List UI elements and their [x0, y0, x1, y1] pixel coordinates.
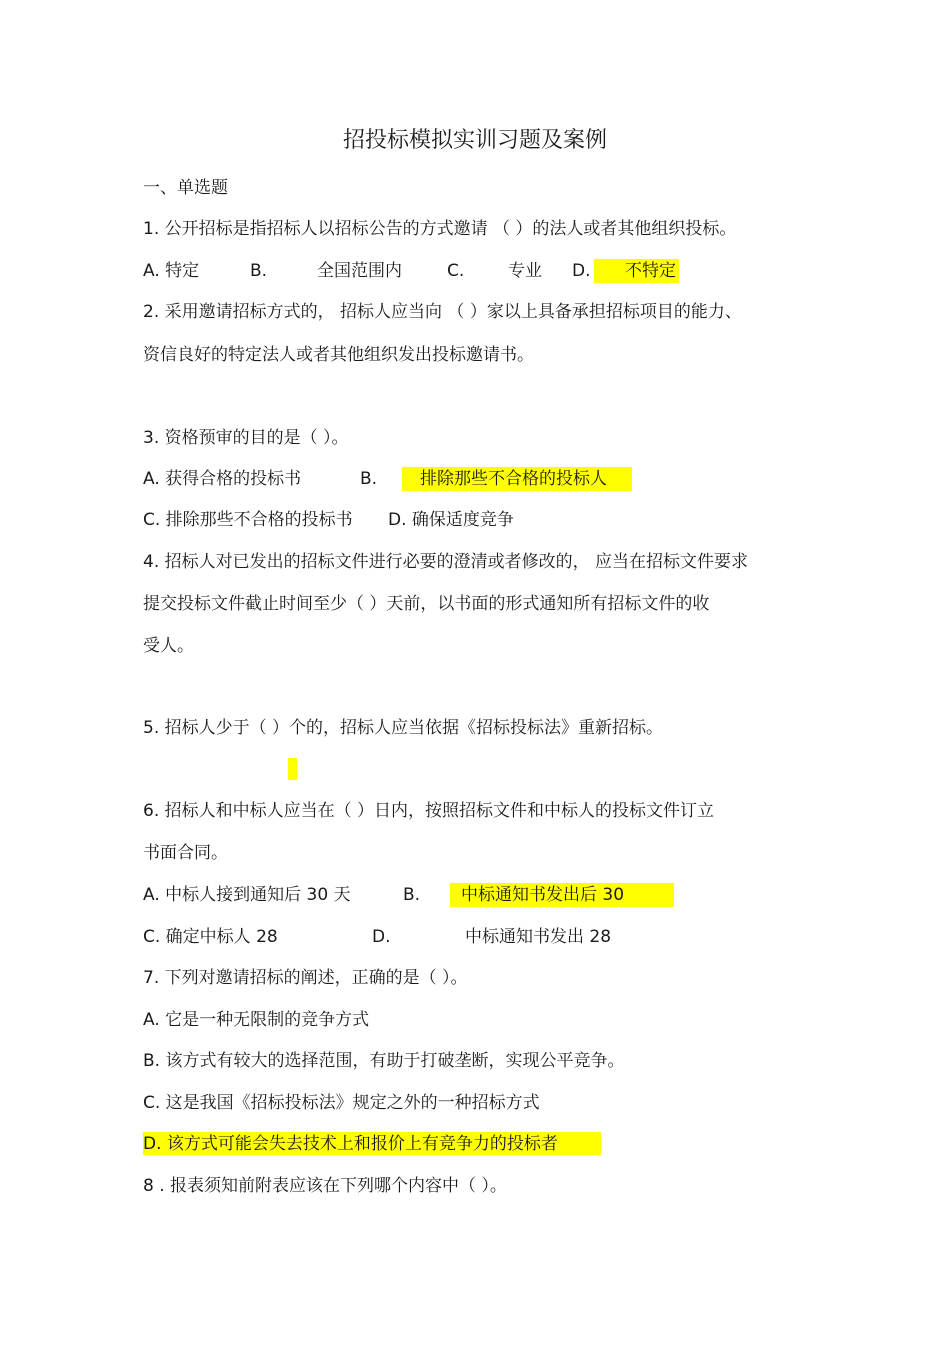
question-4-line-3: 受人。 [143, 636, 194, 656]
q3-option-b-text: 排除那些不合格的投标人 [420, 469, 607, 489]
q1-option-c-letter: C. [447, 261, 465, 281]
q1-option-c-text: 专业 [508, 261, 542, 281]
q7-option-b: B. 该方式有较大的选择范围，有助于打破垄断，实现公平竞争。 [143, 1051, 625, 1071]
question-4-line-2: 提交投标文件截止时间至少（ ）天前，以书面的形式通知所有招标文件的收 [143, 594, 710, 614]
q7-option-d: D. 该方式可能会失去技术上和报价上有竞争力的投标者 [143, 1134, 558, 1154]
q6-option-a: A. 中标人接到通知后 30 天 [143, 885, 351, 905]
section-heading: 一、单选题 [143, 178, 228, 198]
q3-option-a: A. 获得合格的投标书 [143, 469, 302, 489]
q6-option-b-letter: B. [403, 885, 421, 905]
question-4-line-1: 4. 招标人对已发出的招标文件进行必要的澄清或者修改的， 应当在招标文件要求 [143, 552, 749, 572]
question-2-line-1: 2. 采用邀请招标方式的， 招标人应当向 （ ）家以上具备承担招标项目的能力、 [143, 302, 742, 322]
q7-option-a: A. 它是一种无限制的竞争方式 [143, 1010, 370, 1030]
q1-option-b-text: 全国范围内 [317, 261, 402, 281]
q1-option-b-letter: B. [250, 261, 268, 281]
question-7: 7. 下列对邀请招标的阐述，正确的是（ ）。 [143, 968, 468, 988]
q1-option-d-letter: D. [572, 261, 591, 281]
q6-option-d-text: 中标通知书发出 28 [465, 927, 612, 947]
q3-option-b-letter: B. [360, 469, 378, 489]
q6-option-d-letter: D. [372, 927, 391, 947]
q3-option-d: D. 确保适度竞争 [388, 510, 514, 530]
question-8: 8 . 报表须知前附表应该在下列哪个内容中（ ）。 [143, 1176, 507, 1196]
q3-option-c: C. 排除那些不合格的投标书 [143, 510, 353, 530]
q1-option-d-text: 不特定 [625, 261, 676, 281]
question-3: 3. 资格预审的目的是（ ）。 [143, 428, 349, 448]
question-1: 1. 公开招标是指招标人以招标公告的方式邀请 （ ）的法人或者其他组织投标。 [143, 219, 737, 239]
answer-highlight [288, 758, 297, 780]
q6-option-b-text: 中标通知书发出后 30 [461, 885, 625, 905]
q6-option-c: C. 确定中标人 28 [143, 927, 278, 947]
question-6-line-2: 书面合同。 [143, 843, 228, 863]
question-5: 5. 招标人少于（ ）个的，招标人应当依据《招标投标法》重新招标。 [143, 718, 664, 738]
q1-option-a: A. 特定 [143, 261, 200, 281]
q7-option-c: C. 这是我国《招标投标法》规定之外的一种招标方式 [143, 1093, 540, 1113]
page-title: 招投标模拟实训习题及案例 [342, 128, 607, 153]
question-6-line-1: 6. 招标人和中标人应当在（ ）日内，按照招标文件和中标人的投标文件订立 [143, 801, 715, 821]
question-2-line-2: 资信良好的特定法人或者其他组织发出投标邀请书。 [143, 345, 534, 365]
